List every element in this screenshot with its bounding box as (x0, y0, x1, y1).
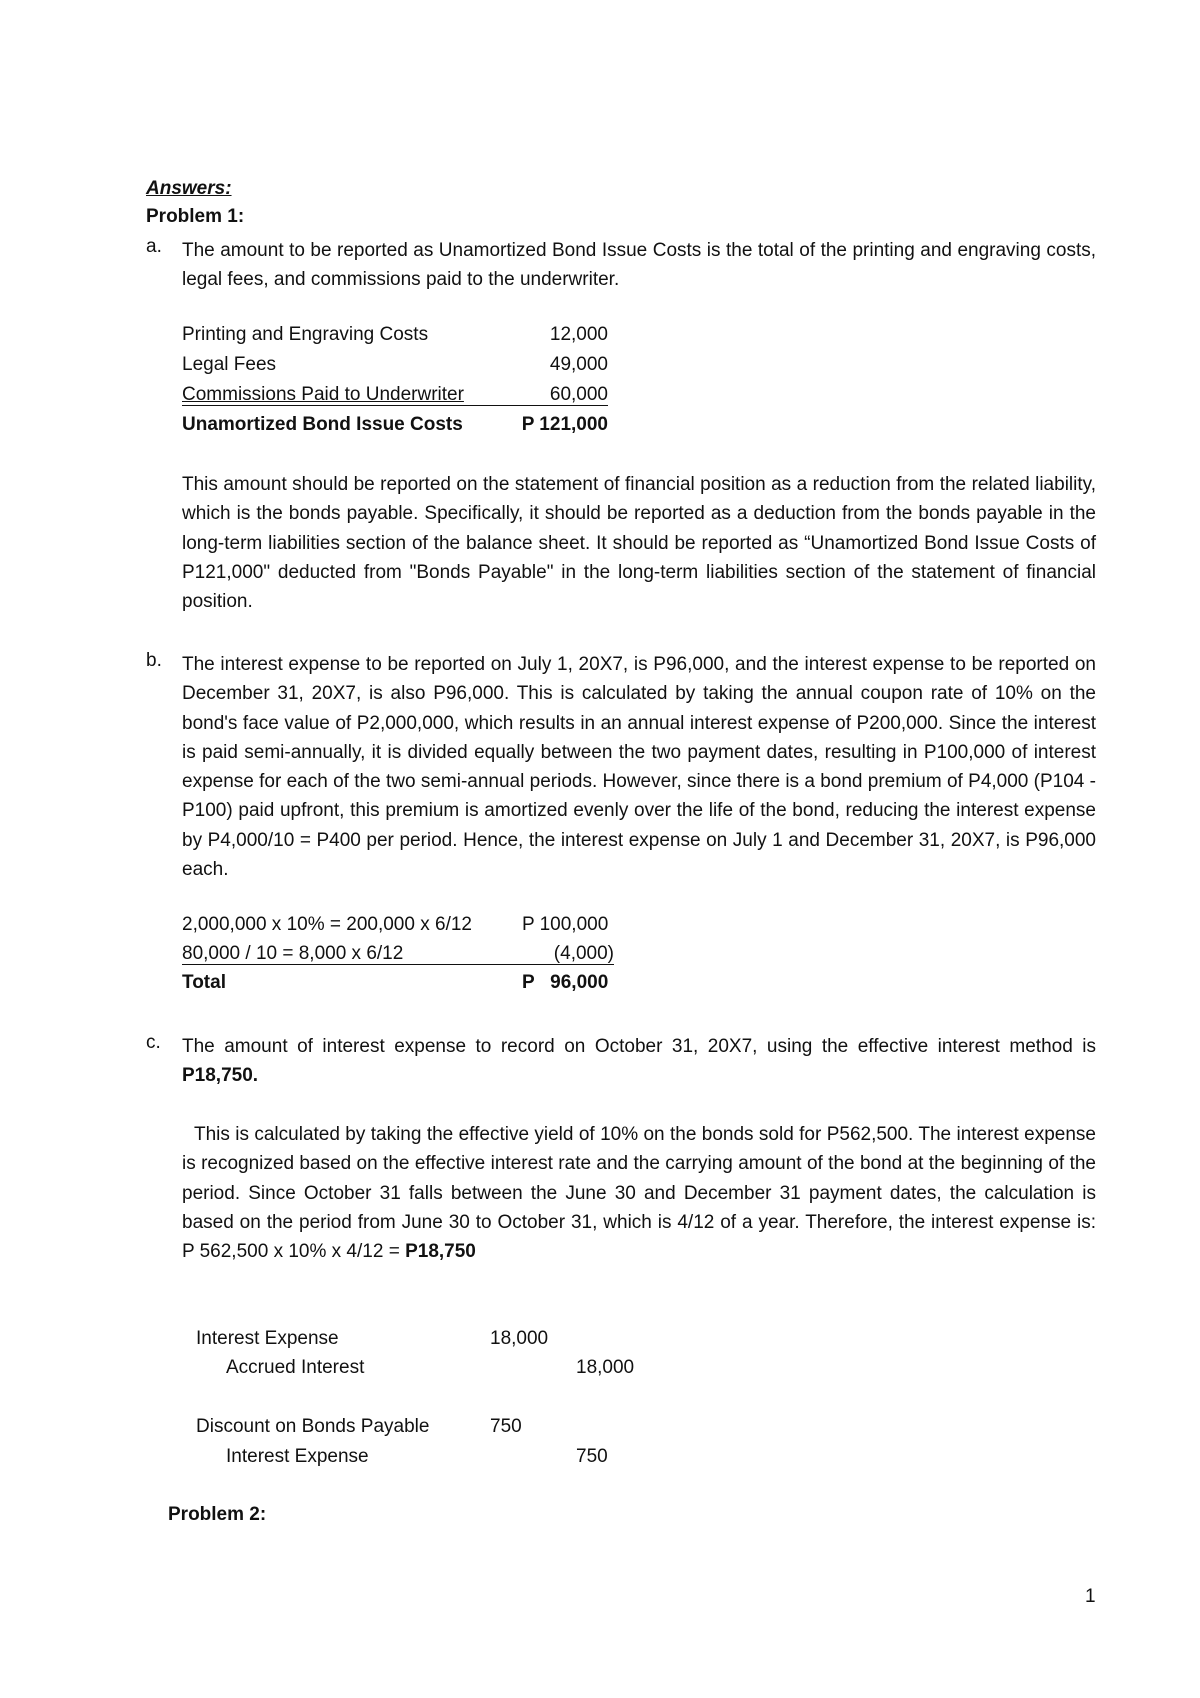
part-a-explanation: This amount should be reported on the statement of financial position as a reduction from the related liability, which is the bonds payable. Specifically, it should be reported as a deduction from the bonds payable in the long-term liabilities section of the balance sheet. It should be reported as “Unamortized Bond Issue Costs of P121,000" deducted from "Bonds Payable" in the long-term liabilities section of the statement of financial position. (182, 474, 1096, 613)
part-c-explanation (182, 1120, 1096, 1266)
part-a-intro: The amount to be reported as Unamortized Bond Issue Costs is the total of the printing and engraving costs, legal fees, and commissions paid to the underwriter. (182, 240, 1096, 291)
journal-credit-amount: 18,000 (576, 1357, 635, 1378)
table-row-label: Commissions Paid to Underwriter (182, 384, 464, 405)
part-b-marker: b. (146, 650, 162, 671)
table-row-label: Legal Fees (182, 354, 277, 375)
table-row-amount: 60,000 (549, 384, 608, 405)
table-row-label: Printing and Engraving Costs (182, 324, 429, 345)
journal-credit-amount: 750 (576, 1446, 608, 1467)
table-total-amount: P 121,000 (521, 414, 608, 435)
calc-row-label: 80,000 / 10 = 8,000 x 6/12 (182, 943, 404, 964)
problem-2-title: Problem 2: (168, 1504, 267, 1525)
part-c-explanation-text: This is calculated by taking the effective yield of 10% on the bonds sold for P562,500. The interest expense is recognized based on the effective interest rate and the carrying amount of the bond at the beginning of the period. Since October 31 falls between the June 30 and December 31 payment dates, the calculation is based on the period from June 30 to October 31, which is 4/12 of a year. Therefore, the interest expense is: P 562,500 x 10% x 4/12 = (182, 1124, 1096, 1263)
part-c-text-main: The amount of interest expense to record on October 31, 20X7, using the effective interest method is (182, 1036, 1096, 1057)
table-row-amount: 49,000 (549, 354, 608, 375)
journal-credit-account: Accrued Interest (226, 1357, 365, 1378)
journal-credit-account: Interest Expense (226, 1446, 369, 1467)
journal-debit-account: Interest Expense (196, 1328, 339, 1349)
journal-debit-amount: 18,000 (490, 1328, 549, 1349)
subtotal-rule (182, 405, 608, 406)
calc-total-amount: P 96,000 (522, 972, 609, 993)
part-b-text: The interest expense to be reported on July 1, 20X7, is P96,000, and the interest expense to be reported on December 31, 20X7, is also P96,000. This is calculated by taking the annual coupon rate of 10% on the bond's face value of P2,000,000, which results in an annual interest expense of P200,000. Since the interest is paid semi-annually, it is divided equally between the two payment dates, resulting in P100,000 of interest expense for each of the two semi-annual periods. However, since there is a bond premium of P4,000 (P104 - P100) paid upfront, this premium is amortized evenly over the life of the bond, reducing the interest expense by P4,000/10 = P400 per period. Hence, the interest expense on July 1 and December 31, 20X7, is P96,000 each. (182, 654, 1096, 881)
problem-1-title: Problem 1: (146, 206, 245, 227)
part-c-text (182, 1032, 1096, 1091)
journal-debit-amount: 750 (490, 1416, 522, 1437)
page-number: 1 (1085, 1586, 1096, 1607)
part-c-period: . (252, 1065, 259, 1087)
calc-row-label: 2,000,000 x 10% = 200,000 x 6/12 (182, 914, 472, 935)
journal-debit-account: Discount on Bonds Payable (196, 1416, 430, 1437)
part-c-marker: c. (146, 1032, 161, 1053)
part-c-explanation-amount: P18,750 (405, 1241, 476, 1263)
calc-row-amount: (4,000) (553, 943, 614, 964)
table-total-label: Unamortized Bond Issue Costs (182, 414, 463, 435)
table-row-amount: 12,000 (549, 324, 608, 345)
answers-heading: Answers: (146, 178, 232, 199)
subtotal-rule (182, 964, 614, 965)
calc-row-amount: P 100,000 (522, 914, 609, 935)
part-a-marker: a. (146, 236, 162, 257)
part-c-amount: P18,750 (182, 1065, 253, 1087)
calc-total-label: Total (182, 972, 226, 993)
